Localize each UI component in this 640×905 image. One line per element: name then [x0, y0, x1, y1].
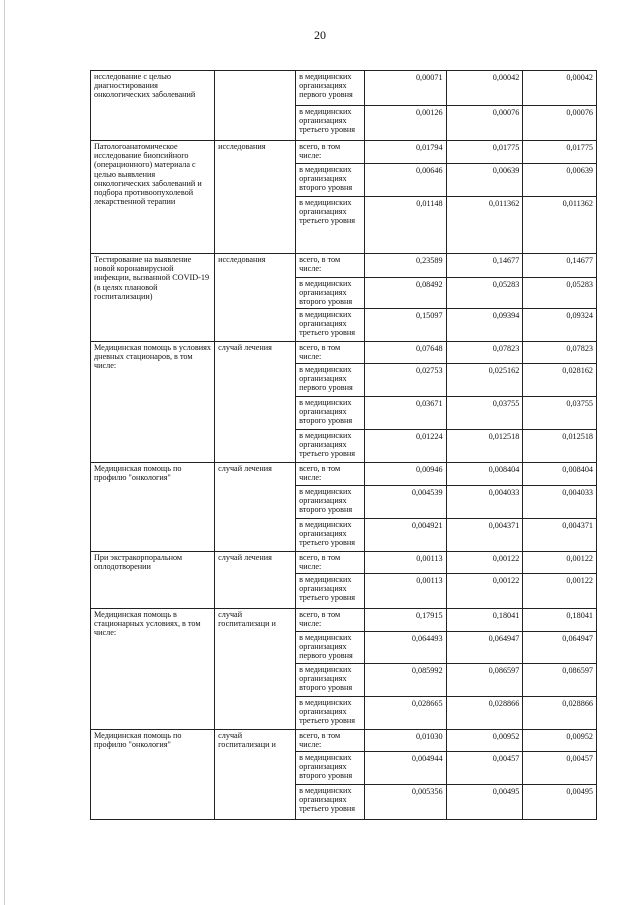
value-cell-year-2: 0,011362	[446, 197, 523, 254]
value-cell-year-2: 0,004033	[446, 486, 523, 519]
value-cell-year-1: 0,004921	[364, 519, 446, 552]
service-name-cell: Медицинская помощь по профилю "онкология"	[91, 730, 215, 820]
level-cell: в медицинских организациях третьего уровня	[296, 785, 364, 820]
norms-table	[90, 70, 597, 820]
value-cell-year-1: 0,03671	[364, 397, 446, 430]
value-cell-year-3: 0,00639	[523, 164, 597, 197]
value-cell-year-1: 0,00113	[364, 574, 446, 609]
unit-cell: случай госпитализаци и	[215, 730, 296, 820]
value-cell-year-2: 0,18041	[446, 609, 523, 632]
value-cell-year-2: 0,004371	[446, 519, 523, 552]
value-cell-year-3: 0,07823	[523, 342, 597, 364]
value-cell-year-2: 0,07823	[446, 342, 523, 364]
level-cell: в медицинских организациях третьего уровня	[296, 430, 364, 463]
table-row	[91, 552, 597, 574]
value-cell-year-1: 0,01030	[364, 730, 446, 752]
level-cell: всего, в том числе:	[296, 342, 364, 364]
value-cell-year-3: 0,004033	[523, 486, 597, 519]
scan-edge-line	[4, 0, 5, 905]
unit-cell: исследования	[215, 141, 296, 254]
norms-table-body	[91, 71, 597, 820]
level-cell: в медицинских организациях второго уровня	[296, 486, 364, 519]
value-cell-year-1: 0,15097	[364, 309, 446, 342]
table-row	[91, 730, 597, 752]
value-cell-year-1: 0,23589	[364, 254, 446, 278]
value-cell-year-1: 0,004944	[364, 752, 446, 785]
value-cell-year-3: 0,00122	[523, 574, 597, 609]
value-cell-year-1: 0,028665	[364, 697, 446, 730]
table-row	[91, 254, 597, 278]
value-cell-year-3: 0,011362	[523, 197, 597, 254]
value-cell-year-3: 0,004371	[523, 519, 597, 552]
value-cell-year-3: 0,14677	[523, 254, 597, 278]
value-cell-year-3: 0,00457	[523, 752, 597, 785]
table-row	[91, 463, 597, 486]
value-cell-year-2: 0,14677	[446, 254, 523, 278]
level-cell: всего, в том числе:	[296, 730, 364, 752]
value-cell-year-1: 0,00646	[364, 164, 446, 197]
level-cell: в медицинских организациях третьего уровня	[296, 197, 364, 254]
value-cell-year-3: 0,00495	[523, 785, 597, 820]
service-name-cell: Медицинская помощь в условиях дневных стационаров, в том числе:	[91, 342, 215, 463]
service-name-cell: Тестирование на выявление новой коронавирусной инфекции, вызванной COVID-19 (в целях плановой госпитализации)	[91, 254, 215, 342]
unit-cell: случай лечения	[215, 463, 296, 552]
value-cell-year-2: 0,028866	[446, 697, 523, 730]
level-cell: в медицинских организациях первого уровня	[296, 632, 364, 664]
value-cell-year-3: 0,00122	[523, 552, 597, 574]
level-cell: в медицинских организациях второго уровня	[296, 752, 364, 785]
value-cell-year-1: 0,00113	[364, 552, 446, 574]
level-cell: в медицинских организациях первого уровня	[296, 364, 364, 397]
value-cell-year-2: 0,064947	[446, 632, 523, 664]
value-cell-year-3: 0,18041	[523, 609, 597, 632]
value-cell-year-3: 0,012518	[523, 430, 597, 463]
value-cell-year-1: 0,08492	[364, 278, 446, 309]
value-cell-year-3: 0,00952	[523, 730, 597, 752]
value-cell-year-1: 0,17915	[364, 609, 446, 632]
level-cell: в медицинских организациях второго уровня	[296, 278, 364, 309]
value-cell-year-2: 0,00076	[446, 106, 523, 141]
value-cell-year-3: 0,028162	[523, 364, 597, 397]
value-cell-year-3: 0,064947	[523, 632, 597, 664]
value-cell-year-3: 0,028866	[523, 697, 597, 730]
value-cell-year-2: 0,00122	[446, 574, 523, 609]
value-cell-year-2: 0,00042	[446, 71, 523, 106]
value-cell-year-1: 0,004539	[364, 486, 446, 519]
value-cell-year-1: 0,085992	[364, 664, 446, 697]
value-cell-year-3: 0,086597	[523, 664, 597, 697]
level-cell: в медицинских организациях третьего уровня	[296, 106, 364, 141]
value-cell-year-2: 0,00457	[446, 752, 523, 785]
value-cell-year-2: 0,00952	[446, 730, 523, 752]
value-cell-year-2: 0,09394	[446, 309, 523, 342]
value-cell-year-2: 0,025162	[446, 364, 523, 397]
level-cell: всего, в том числе:	[296, 141, 364, 164]
unit-cell: случай лечения	[215, 552, 296, 609]
level-cell: в медицинских организациях третьего уровня	[296, 519, 364, 552]
unit-cell: случай лечения	[215, 342, 296, 463]
service-name-cell: Медицинская помощь по профилю "онкология"	[91, 463, 215, 552]
service-name-cell: Патологоанатомическое исследование биопсийного (операционного) материала с целью выявления онкологических заболеваний и подбора противоопухолевой лекарственной терапии	[91, 141, 215, 254]
value-cell-year-2: 0,03755	[446, 397, 523, 430]
value-cell-year-1: 0,00071	[364, 71, 446, 106]
value-cell-year-1: 0,01794	[364, 141, 446, 164]
value-cell-year-2: 0,05283	[446, 278, 523, 309]
service-name-cell: Медицинская помощь в стационарных условиях, в том числе:	[91, 609, 215, 730]
level-cell: в медицинских организациях третьего уровня	[296, 697, 364, 730]
value-cell-year-3: 0,00042	[523, 71, 597, 106]
value-cell-year-1: 0,00126	[364, 106, 446, 141]
table-row	[91, 71, 597, 106]
value-cell-year-1: 0,07648	[364, 342, 446, 364]
service-name-cell: исследование с целью диагностирования онкологических заболеваний	[91, 71, 215, 141]
value-cell-year-3: 0,05283	[523, 278, 597, 309]
value-cell-year-1: 0,00946	[364, 463, 446, 486]
table-row	[91, 342, 597, 364]
value-cell-year-1: 0,01224	[364, 430, 446, 463]
value-cell-year-2: 0,01775	[446, 141, 523, 164]
level-cell: всего, в том числе:	[296, 609, 364, 632]
value-cell-year-1: 0,01148	[364, 197, 446, 254]
value-cell-year-2: 0,00639	[446, 164, 523, 197]
value-cell-year-2: 0,086597	[446, 664, 523, 697]
service-name-cell: При экстракорпоральном оплодотворении	[91, 552, 215, 609]
level-cell: всего, в том числе:	[296, 254, 364, 278]
level-cell: в медицинских организациях второго уровня	[296, 664, 364, 697]
value-cell-year-1: 0,064493	[364, 632, 446, 664]
level-cell: всего, в том числе:	[296, 552, 364, 574]
unit-cell	[215, 71, 296, 141]
level-cell: всего, в том числе:	[296, 463, 364, 486]
unit-cell: исследования	[215, 254, 296, 342]
value-cell-year-3: 0,09324	[523, 309, 597, 342]
level-cell: в медицинских организациях третьего уровня	[296, 309, 364, 342]
page-number: 20	[314, 28, 326, 42]
value-cell-year-1: 0,02753	[364, 364, 446, 397]
value-cell-year-3: 0,03755	[523, 397, 597, 430]
value-cell-year-2: 0,008404	[446, 463, 523, 486]
value-cell-year-3: 0,00076	[523, 106, 597, 141]
level-cell: в медицинских организациях первого уровня	[296, 71, 364, 106]
unit-cell: случай госпитализаци и	[215, 609, 296, 730]
value-cell-year-2: 0,012518	[446, 430, 523, 463]
value-cell-year-2: 0,00495	[446, 785, 523, 820]
level-cell: в медицинских организациях третьего уровня	[296, 574, 364, 609]
value-cell-year-2: 0,00122	[446, 552, 523, 574]
value-cell-year-3: 0,008404	[523, 463, 597, 486]
table-row	[91, 141, 597, 164]
level-cell: в медицинских организациях второго уровня	[296, 397, 364, 430]
value-cell-year-1: 0,005356	[364, 785, 446, 820]
table-row	[91, 609, 597, 632]
value-cell-year-3: 0,01775	[523, 141, 597, 164]
level-cell: в медицинских организациях второго уровня	[296, 164, 364, 197]
